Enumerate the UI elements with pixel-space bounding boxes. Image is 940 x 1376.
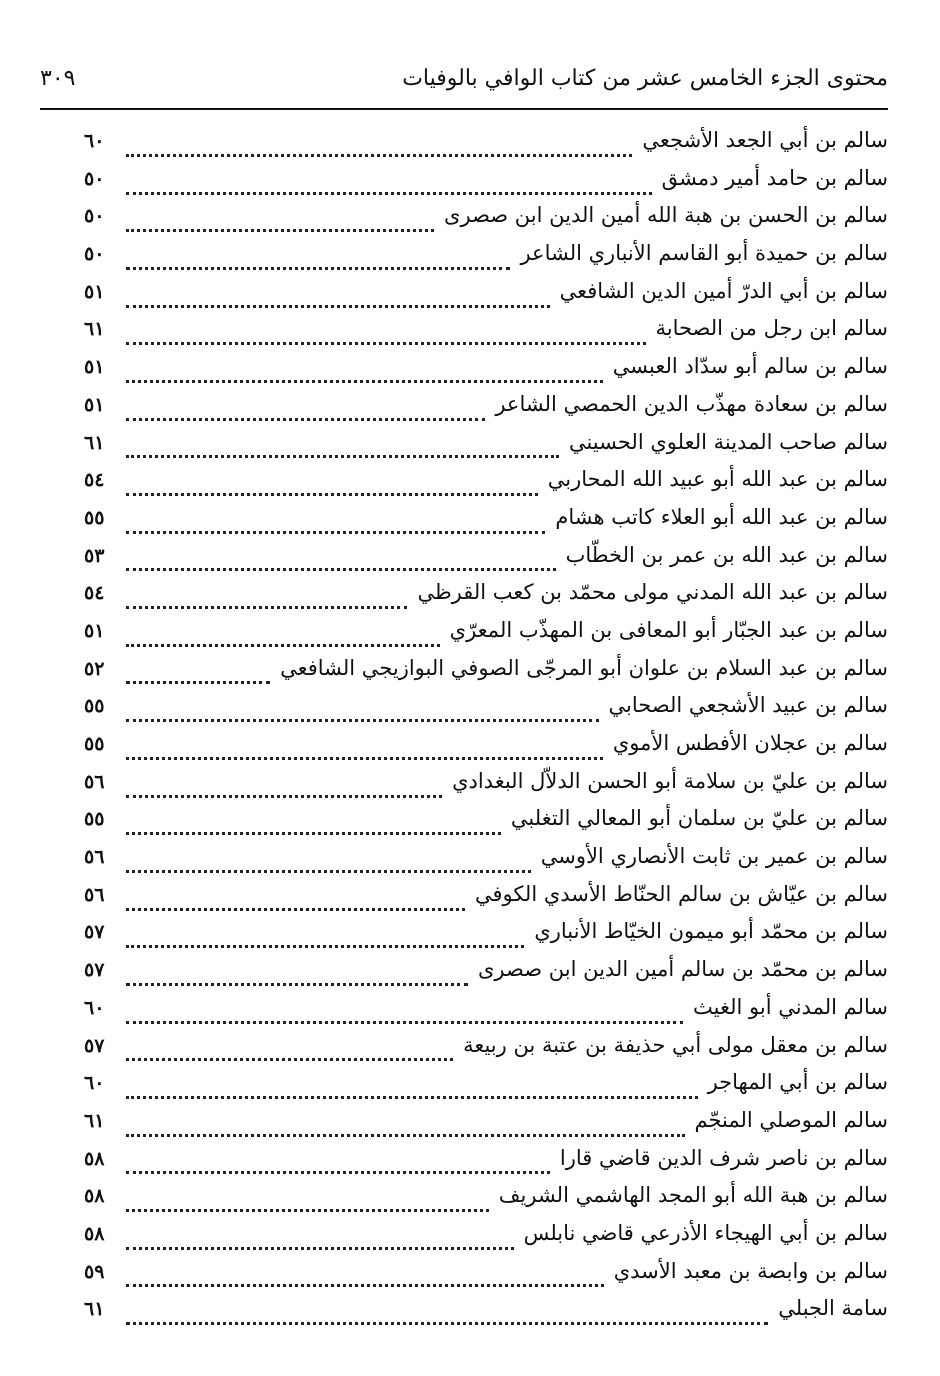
entry-name: سالم بن أبي المهاجر [707,1070,888,1095]
index-entry [84,203,888,241]
index-entry [84,128,888,166]
dot-leader [126,680,270,684]
entry-name: سالم بن محمّد أبو ميمون الخيّاط الأنباري [534,919,888,944]
dot-leader [126,605,407,609]
index-entry [84,1183,888,1221]
entry-page-number: ٥١ [84,393,105,416]
entry-name: سالم بن سعادة مهذّب الدين الحمصي الشاعر [495,391,888,416]
index-entry [84,769,888,807]
index-entry [84,844,888,882]
dot-leader [126,1283,604,1287]
entry-name: سالم بن عليّ بن سلامة أبو الحسن الدلاّل البغدادي [452,768,888,793]
entry-page-number: ٦١ [84,1109,105,1132]
dot-leader [126,944,524,948]
entry-page-number: ٥٦ [84,846,105,869]
entry-name: سالم بن عليّ بن سلمان أبو المعالي التغلبي [510,806,888,831]
index-entry [84,1033,888,1071]
index-entry [84,656,888,694]
index-entry [84,1070,888,1108]
header-divider [40,108,888,110]
entry-page-number: ٦١ [84,318,105,341]
index-entry [84,919,888,957]
entry-page-number: ٦١ [84,1298,105,1321]
index-entry [84,430,888,468]
index-entry [84,1259,888,1297]
entry-name: سالم بن معقل مولى أبي حذيفة بن عتبة بن ربيعة [463,1032,888,1057]
dot-leader [126,1020,683,1024]
entry-name: سالم بن عبد السلام بن علوان أبو المرجّى الصوفي البوازيجي الشافعي [280,655,888,680]
dot-leader [126,304,550,308]
dot-leader [126,417,485,421]
dot-leader [126,379,603,383]
dot-leader [126,1095,698,1099]
entry-name: سالم بن عبد الله بن عمر بن الخطّاب [565,542,888,567]
entry-page-number: ٥٠ [84,243,105,266]
page-number: ٣٠٩ [40,66,76,91]
entry-name: سالم بن حامد أمير دمشق [661,165,888,190]
entry-page-number: ٥٧ [84,1034,105,1057]
entry-name: سالم بن عبد الجبّار أبو المعافى بن المهذّب المعرّي [449,617,888,642]
dot-leader [126,153,632,157]
entry-page-number: ٥٥ [84,506,105,529]
entry-name: سالم بن الحسن بن هبة الله أمين الدين ابن صصرى [444,203,888,228]
dot-leader [126,454,559,458]
entry-page-number: ٥٤ [84,469,105,492]
index-entry [84,543,888,581]
entry-page-number: ٥٥ [84,695,105,718]
dot-leader [126,1057,453,1061]
dot-leader [126,266,510,270]
dot-leader [126,643,440,647]
dot-leader [126,756,603,760]
dot-leader [126,718,599,722]
index-entry [84,1146,888,1184]
entry-name: سالم المدني أبو الغيث [693,994,888,1019]
dot-leader [126,341,646,345]
entry-name: سالم بن عمير بن ثابت الأنصاري الأوسي [540,844,888,869]
entry-page-number: ٥١ [84,619,105,642]
dot-leader [126,492,538,496]
index-entry [84,505,888,543]
index-entry [84,1108,888,1146]
index-entry [84,392,888,430]
index-entry [84,354,888,392]
entry-name: سالم بن عيّاش بن سالم الحنّاط الأسدي الكوفي [474,881,888,906]
entry-name: سالم بن حميدة أبو القاسم الأنباري الشاعر [520,241,888,266]
index-entry [84,467,888,505]
entry-page-number: ٥٧ [84,959,105,982]
entry-page-number: ٦١ [84,431,105,454]
entry-page-number: ٥٣ [84,544,105,567]
index-entry [84,618,888,656]
index-entry [84,693,888,731]
entry-name: سالم بن أبي الهيجاء الأذرعي قاضي نابلس [523,1220,888,1245]
entry-page-number: ٦٠ [84,1072,105,1095]
dot-leader [126,1170,550,1174]
dot-leader [126,907,465,911]
running-title: محتوى الجزء الخامس عشر من كتاب الوافي بالوفيات [402,66,888,91]
index-entry [84,279,888,317]
index-entry [84,1296,888,1334]
entry-name: سامة الجبلي [778,1296,888,1321]
entry-page-number: ٥٠ [84,205,105,228]
entry-page-number: ٥٢ [84,657,105,680]
entry-name: سالم بن عبيد الأشجعي الصحابي [608,693,888,718]
entry-name: سالم بن وابصة بن معبد الأسدي [613,1258,888,1283]
entry-name: سالم صاحب المدينة العلوي الحسيني [568,429,888,454]
entry-page-number: ٥٩ [84,1260,105,1283]
entry-name: سالم بن محمّد بن سالم أمين الدين ابن صصرى [478,957,888,982]
entry-page-number: ٥٤ [84,582,105,605]
page-header [40,62,888,102]
dot-leader [126,228,434,232]
index-entry [84,316,888,354]
entry-page-number: ٦٠ [84,130,105,152]
index-entry [84,1221,888,1259]
index-entry [84,882,888,920]
entry-page-number: ٥٨ [84,1147,105,1170]
entry-name: سالم بن ناصر شرف الدين قاضي قارا [559,1145,888,1170]
entry-name: سالم ابن رجل من الصحابة [655,316,888,341]
entry-page-number: ٥١ [84,280,105,303]
entry-page-number: ٥٨ [84,1185,105,1208]
dot-leader [126,191,652,195]
index-entry [84,731,888,769]
dot-leader [126,831,501,835]
dot-leader [126,1246,514,1250]
entry-page-number: ٥١ [84,356,105,379]
entry-name: سالم بن أبي الدرّ أمين الدين الشافعي [559,278,888,303]
entry-page-number: ٥٦ [84,883,105,906]
dot-leader [126,567,556,571]
entry-name: سالم بن عجلان الأفطس الأموي [612,731,888,755]
entry-name: سالم بن عبد الله أبو العلاء كاتب هشام [555,504,888,529]
index-list [84,128,888,1334]
index-entry [84,166,888,204]
entry-name: سالم بن هبة الله أبو المجد الهاشمي الشريف [498,1183,888,1208]
entry-page-number: ٥٦ [84,770,105,793]
index-entry [84,957,888,995]
index-entry [84,241,888,279]
entry-name: سالم الموصلي المنجّم [694,1107,888,1132]
entry-page-number: ٥٧ [84,921,105,944]
dot-leader [126,794,442,798]
dot-leader [126,869,531,873]
entry-name: سالم بن عبد الله أبو عبيد الله المحاربي [547,467,888,492]
index-entry [84,995,888,1033]
entry-page-number: ٥٠ [84,167,105,190]
index-entry [84,580,888,618]
entry-name: سالم بن أبي الجعد الأشجعي [642,128,888,152]
dot-leader [126,1321,768,1325]
dot-leader [126,982,468,986]
dot-leader [126,1208,489,1212]
entry-page-number: ٦٠ [84,996,105,1019]
entry-page-number: ٥٥ [84,808,105,831]
dot-leader [126,530,545,534]
entry-page-number: ٥٨ [84,1222,105,1245]
dot-leader [126,1133,685,1137]
entry-name: سالم بن سالم أبو سدّاد العبسي [612,354,888,379]
entry-page-number: ٥٥ [84,733,105,755]
entry-name: سالم بن عبد الله المدني مولى محمّد بن كعب القرظي [417,580,888,605]
index-entry [84,806,888,844]
